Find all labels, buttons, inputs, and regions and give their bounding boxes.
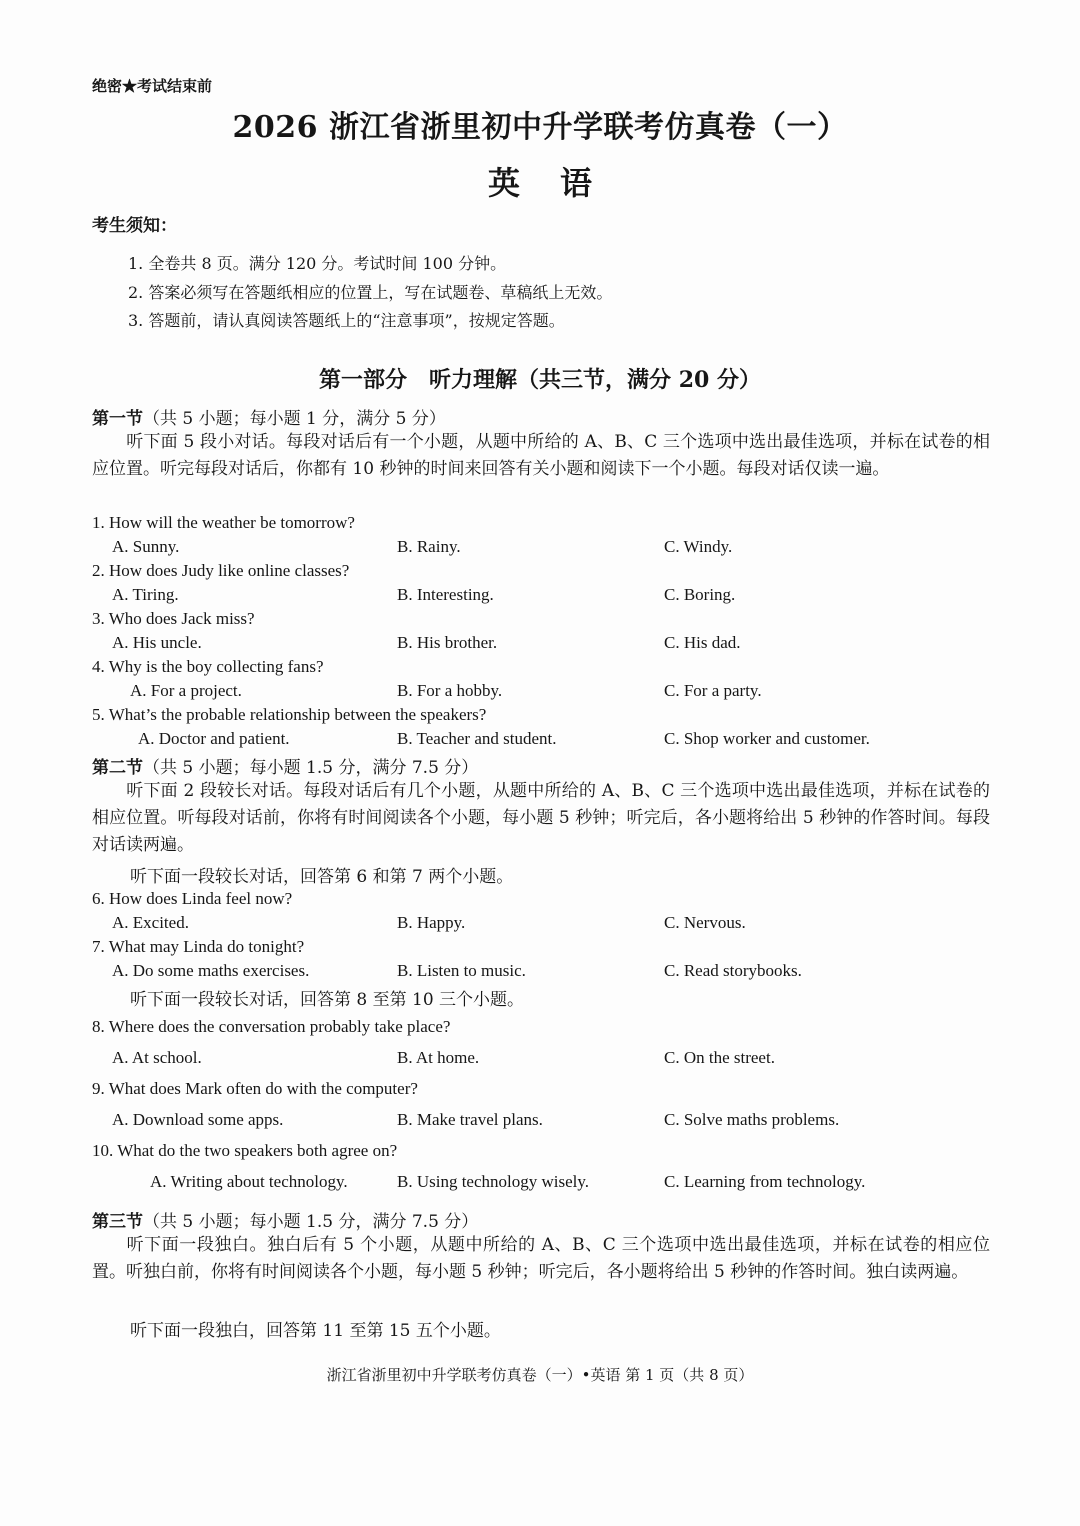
page-footer: 浙江省浙里初中升学联考仿真卷（一）•英语 第 1 页（共 8 页） <box>326 1366 754 1384</box>
question-text: 3. Who does Jack miss? <box>92 609 255 628</box>
option-a: A. Excited. <box>112 913 189 932</box>
option-c: C. Shop worker and customer. <box>664 729 870 748</box>
notice-item: 2. 答案必须写在答题纸相应的位置上，写在试题卷、草稿纸上无效。 <box>128 283 613 302</box>
option-b: B. At home. <box>397 1048 480 1067</box>
question-text: 9. What does Mark often do with the computer? <box>92 1079 418 1098</box>
section-heading-2: 第二节（共 5 小题；每小题 1.5 分，满分 7.5 分） <box>92 758 479 778</box>
section-instruction-2: 听下面 2 段较长对话。每段对话后有几个小题，从题中所给的 A、B、C 三个选项中选出最佳选项，并标在试卷的相应位置。听每段对话前，你将有时间阅读各个小题，每小题 5 秒钟；听完后，各小题将给出 5 秒钟的作答时间。每段对话读两遍。 <box>92 781 990 855</box>
option-a: A. Tiring. <box>112 585 179 604</box>
question-text: 1. How will the weather be tomorrow? <box>92 513 355 532</box>
question-text: 8. Where does the conversation probably take place? <box>92 1017 451 1036</box>
option-c: C. Windy. <box>664 537 733 556</box>
section-heading-1: 第一节（共 5 小题；每小题 1 分，满分 5 分） <box>92 409 446 429</box>
option-a: A. His uncle. <box>112 633 202 652</box>
option-a: A. Doctor and patient. <box>138 729 290 748</box>
option-a: A. At school. <box>112 1048 202 1067</box>
option-a: A. Download some apps. <box>112 1110 284 1129</box>
option-b: B. Listen to music. <box>397 961 526 980</box>
option-b: B. For a hobby. <box>397 681 503 700</box>
option-b: B. Make travel plans. <box>397 1110 543 1129</box>
question-text: 7. What may Linda do tonight? <box>92 937 305 956</box>
question-text: 10. What do the two speakers both agree on? <box>92 1141 398 1160</box>
option-c: C. On the street. <box>664 1048 775 1067</box>
option-a: A. For a project. <box>130 681 242 700</box>
option-b: B. Interesting. <box>397 585 494 604</box>
option-a: A. Do some maths exercises. <box>112 961 310 980</box>
option-b: B. Teacher and student. <box>397 729 557 748</box>
notice-item: 1. 全卷共 8 页。满分 120 分。考试时间 100 分钟。 <box>128 254 507 273</box>
notice-heading: 考生须知： <box>92 216 177 236</box>
option-c: C. Read storybooks. <box>664 961 802 980</box>
option-c: C. Boring. <box>664 585 736 604</box>
option-c: C. His dad. <box>664 633 741 652</box>
option-c: C. Nervous. <box>664 913 746 932</box>
question-text: 4. Why is the boy collecting fans? <box>92 657 324 676</box>
question-text: 5. What’s the probable relationship between the speakers? <box>92 705 487 724</box>
dialogue-note: 听下面一段较长对话，回答第 6 和第 7 两个小题。 <box>130 867 514 887</box>
exam-title: 2026 浙江省浙里初中升学联考仿真卷（一） <box>232 110 848 145</box>
dialogue-note: 听下面一段较长对话，回答第 8 至第 10 三个小题。 <box>130 990 525 1010</box>
option-b: B. Using technology wisely. <box>397 1172 590 1191</box>
option-a: A. Writing about technology. <box>150 1172 348 1191</box>
monologue-note: 听下面一段独白，回答第 11 至第 15 五个小题。 <box>130 1321 501 1341</box>
part-heading: 第一部分 听力理解（共三节，满分 20 分） <box>319 367 761 393</box>
subject-title: 英语 <box>487 164 632 202</box>
section-instruction-3: 听下面一段独白。独白后有 5 个小题，从题中所给的 A、B、C 三个选项中选出最佳选项，并标在试卷的相应位置。听独白前，你将有时间阅读各个小题，每小题 5 秒钟；听完后，各小题将给出 5 秒钟的作答时间。独白读两遍。 <box>92 1235 990 1282</box>
option-a: A. Sunny. <box>112 537 180 556</box>
section-instruction-1: 听下面 5 段小对话。每段对话后有一个小题，从题中所给的 A、B、C 三个选项中选出最佳选项，并标在试卷的相应位置。听完每段对话后，你都有 10 秒钟的时间来回答有关小题和阅读下一个小题。每段对话仅读一遍。 <box>92 432 990 479</box>
notice-item: 3. 答题前，请认真阅读答题纸上的“注意事项”，按规定答题。 <box>128 311 565 330</box>
option-c: C. Solve maths problems. <box>664 1110 840 1129</box>
option-c: C. Learning from technology. <box>664 1172 866 1191</box>
option-b: B. His brother. <box>397 633 498 652</box>
option-c: C. For a party. <box>664 681 762 700</box>
question-text: 2. How does Judy like online classes? <box>92 561 350 580</box>
section-heading-3: 第三节（共 5 小题；每小题 1.5 分，满分 7.5 分） <box>92 1212 479 1232</box>
question-text: 6. How does Linda feel now? <box>92 889 293 908</box>
option-b: B. Happy. <box>397 913 466 932</box>
option-b: B. Rainy. <box>397 537 461 556</box>
confidential-label: 绝密★考试结束前 <box>92 77 213 95</box>
